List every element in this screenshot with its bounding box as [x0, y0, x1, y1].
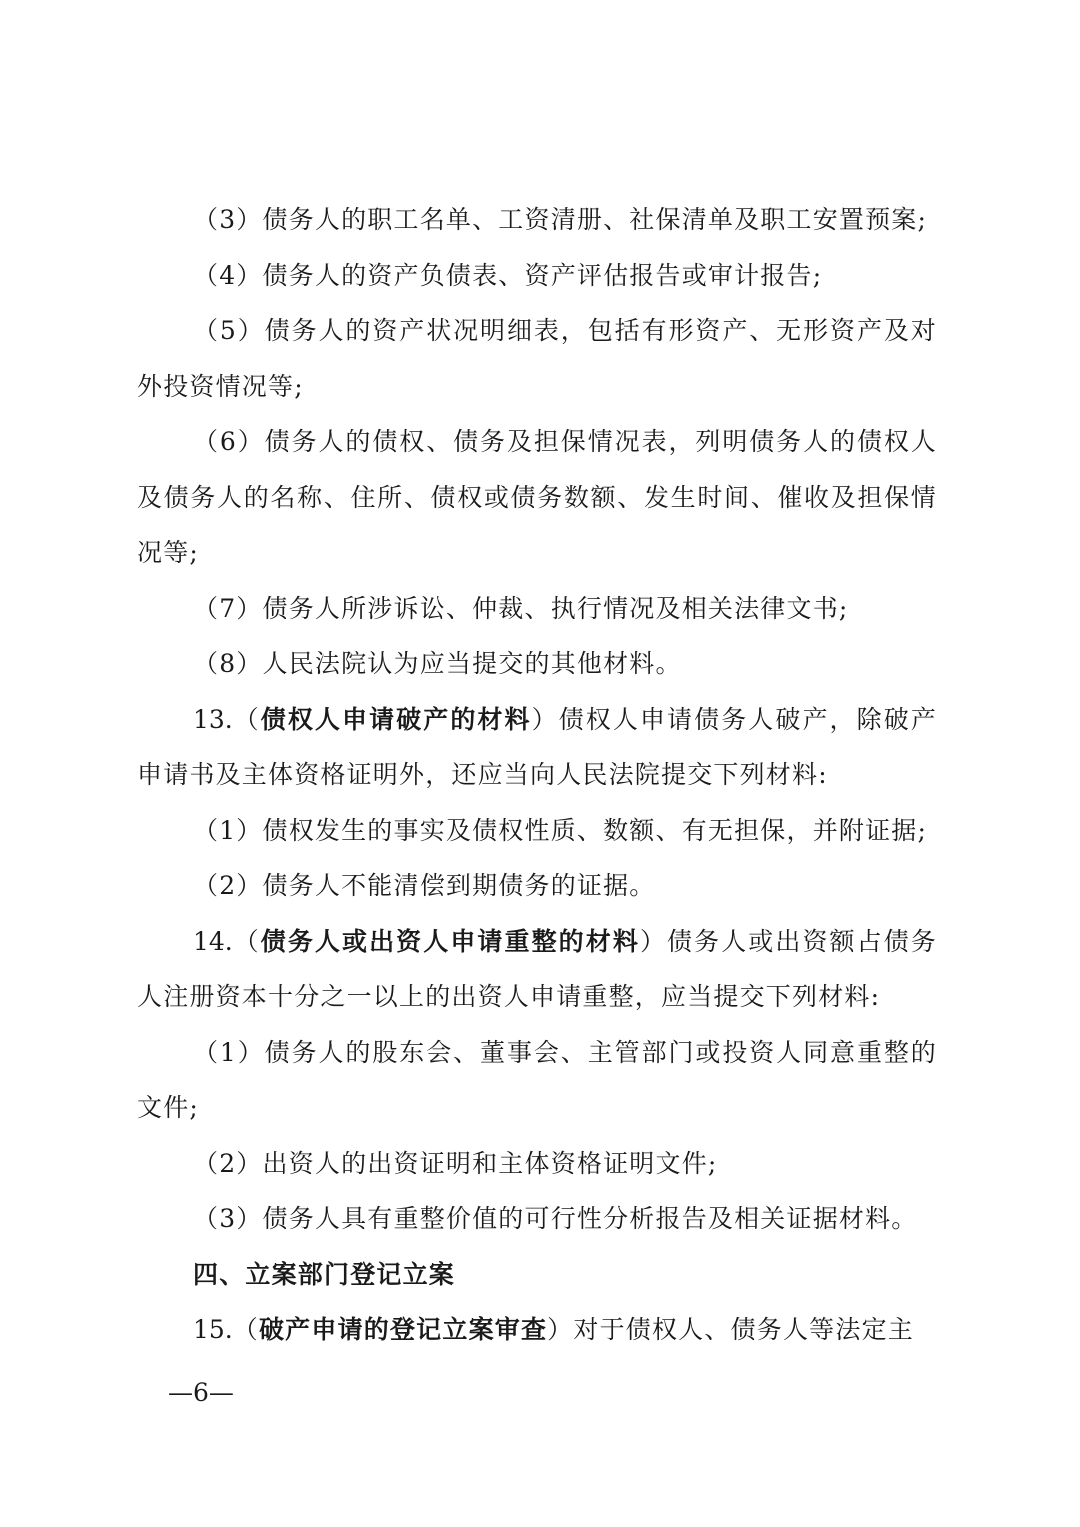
- list-item: （7）债务人所涉诉讼、仲裁、执行情况及相关法律文书;: [193, 593, 849, 623]
- list-item: （2）出资人的出资证明和主体资格证明文件;: [193, 1148, 718, 1178]
- list-item: （1）债务人的股东会、董事会、主管部门或投资人同意重整的文件;: [137, 1037, 937, 1122]
- article-14-open-paren: （: [232, 926, 261, 956]
- article-13-number: 13.: [193, 704, 233, 734]
- article-15-title: 破产申请的登记立案审查: [258, 1315, 548, 1344]
- article-13: [137, 692, 937, 803]
- article-14-number: 14.: [193, 926, 233, 956]
- article-15: [137, 1302, 937, 1358]
- article-13-close-paren: ）: [531, 704, 559, 734]
- article-15-number: 15.: [193, 1315, 233, 1344]
- list-item: （8）人民法院认为应当提交的其他材料。: [193, 649, 682, 678]
- list-item: （3）债务人具有重整价值的可行性分析报告及相关证据材料。: [193, 1204, 918, 1233]
- article-14-body: 债务人或出资额占债务人注册资本十分之一以上的出资人申请重整，应当提交下列材料:: [137, 926, 937, 1011]
- page-number: —6—: [168, 1378, 234, 1407]
- article-13-body: 债权人申请债务人破产，除破产申请书及主体资格证明外，还应当向人民法院提交下列材料:: [137, 704, 938, 789]
- article-14-close-paren: ）: [639, 926, 668, 956]
- document-body: [137, 192, 937, 1358]
- section-heading: 四、立案部门登记立案: [193, 1259, 456, 1289]
- article-13-title: 债权人申请破产的材料: [260, 704, 532, 734]
- article-14-title: 债务人或出资人申请重整的材料: [260, 926, 640, 956]
- article-14: [137, 914, 937, 1025]
- list-item: （5）债务人的资产状况明细表，包括有形资产、无形资产及对外投资情况等;: [137, 316, 937, 401]
- article-15-body: 对于债权人、债务人等法定主: [573, 1315, 914, 1344]
- list-item: （4）债务人的资产负债表、资产评估报告或审计报告;: [193, 260, 823, 290]
- article-15-close-paren: ）: [547, 1315, 574, 1344]
- list-item: （3）债务人的职工名单、工资清册、社保清单及职工安置预案;: [193, 205, 928, 234]
- article-15-open-paren: （: [232, 1315, 259, 1344]
- list-item: （1）债权发生的事实及债权性质、数额、有无担保，并附证据;: [193, 815, 928, 845]
- list-item: （6）债务人的债权、债务及担保情况表，列明债务人的债权人及债务人的名称、住所、债权或债务数额、发生时间、催收及担保情况等;: [137, 427, 937, 567]
- article-13-open-paren: （: [232, 704, 261, 734]
- list-item: （2）债务人不能清偿到期债务的证据。: [193, 871, 656, 900]
